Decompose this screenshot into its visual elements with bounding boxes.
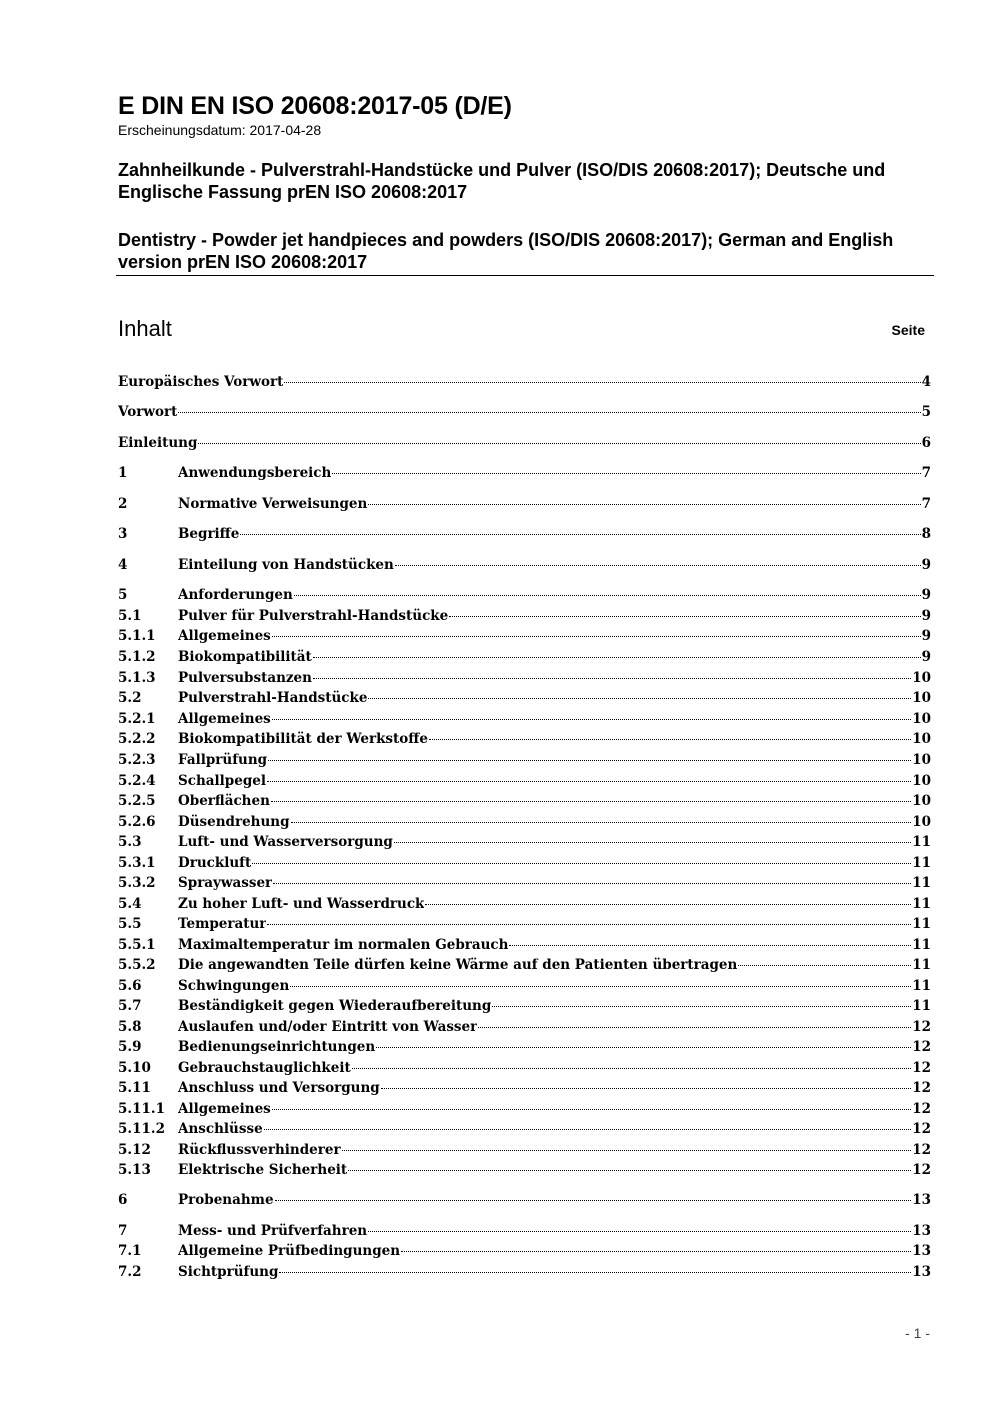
toc-entry-page: 12	[912, 1019, 931, 1035]
toc-dot-leader	[381, 1088, 912, 1089]
toc-entry-page: 12	[912, 1080, 931, 1096]
toc-entry-title: Auslaufen und/oder Eintritt von Wasser	[178, 1019, 478, 1035]
toc-entry-number: 5.2.6	[118, 814, 156, 830]
toc-entry-number: 5.3.2	[118, 875, 156, 891]
toc-dot-leader	[252, 863, 911, 864]
toc-entry-page: 9	[921, 608, 931, 624]
toc-entry[interactable]	[118, 832, 931, 852]
toc-entry-page: 13	[912, 1264, 931, 1280]
toc-entry-page: 10	[912, 752, 931, 768]
toc-entry-title: Beständigkeit gegen Wiederaufbereitung	[178, 998, 492, 1014]
toc-dot-leader	[395, 565, 921, 566]
toc-entry-page: 5	[921, 404, 931, 420]
toc-entry[interactable]	[118, 688, 931, 708]
toc-dot-leader	[368, 698, 911, 699]
toc-entry-page: 8	[921, 526, 931, 542]
header-divider	[116, 275, 934, 276]
toc-entry-page: 11	[912, 855, 931, 871]
toc-entry-page: 12	[912, 1162, 931, 1178]
toc-entry-page: 9	[921, 628, 931, 644]
toc-dot-leader	[368, 1231, 911, 1232]
toc-entry-title: Vorwort	[118, 404, 178, 420]
toc-dot-leader	[738, 965, 911, 966]
toc-entry-number: 7.1	[118, 1243, 142, 1259]
toc-entry-page: 10	[912, 793, 931, 809]
toc-entry-page: 4	[921, 374, 931, 390]
toc-entry[interactable]	[118, 1037, 931, 1057]
toc-dot-leader	[290, 986, 911, 987]
toc-entry-title: Anforderungen	[178, 587, 293, 603]
toc-entry[interactable]	[118, 853, 931, 873]
toc-entry[interactable]	[118, 709, 931, 729]
toc-entry[interactable]	[118, 750, 931, 770]
toc-entry-title: Rückflussverhinderer	[178, 1142, 341, 1158]
toc-entry-page: 11	[912, 957, 931, 973]
toc-entry-page: 11	[912, 978, 931, 994]
toc-entry-title: Allgemeines	[178, 711, 271, 727]
toc-entry-title: Luft- und Wasserversorgung	[178, 834, 393, 850]
toc-entry-number: 5.9	[118, 1039, 142, 1055]
toc-entry[interactable]	[118, 1099, 931, 1119]
toc-entry-title: Pulversubstanzen	[178, 670, 312, 686]
toc-dot-leader	[368, 504, 920, 505]
toc-entry[interactable]	[118, 606, 931, 626]
toc-entry-number: 5.8	[118, 1019, 142, 1035]
toc-entry-number: 5.2.5	[118, 793, 156, 809]
toc-dot-leader	[275, 1200, 912, 1201]
toc-entry[interactable]	[118, 873, 931, 893]
toc-dot-leader	[394, 842, 911, 843]
toc-entry-title: Normative Verweisungen	[178, 496, 368, 512]
toc-entry[interactable]	[118, 585, 931, 605]
toc-entry-number: 5.5	[118, 916, 142, 932]
toc-dot-leader	[348, 1170, 911, 1171]
toc-dot-leader	[240, 534, 920, 535]
toc-entry-title: Bedienungseinrichtungen	[178, 1039, 376, 1055]
toc-dot-leader	[198, 443, 920, 444]
toc-entry-number: 5.11	[118, 1080, 151, 1096]
toc-dot-leader	[272, 1109, 911, 1110]
toc-heading: Inhalt	[118, 316, 172, 341]
toc-entry-page: 7	[921, 465, 931, 481]
toc-entry-number: 3	[118, 526, 128, 542]
toc-entry-title: Oberflächen	[178, 793, 270, 809]
toc-entry-title: Einteilung von Handstücken	[178, 557, 394, 573]
toc-entry[interactable]	[118, 626, 931, 646]
toc-entry-title: Allgemeines	[178, 628, 271, 644]
toc-dot-leader	[313, 657, 921, 658]
toc-entry[interactable]	[118, 402, 931, 422]
toc-entry[interactable]	[118, 729, 931, 749]
toc-dot-leader	[279, 1272, 911, 1273]
toc-entry[interactable]	[118, 494, 931, 514]
toc-entry[interactable]	[118, 1119, 931, 1139]
toc-dot-leader	[267, 924, 911, 925]
toc-entry-number: 5.1.3	[118, 670, 156, 686]
toc-entry-number: 4	[118, 557, 128, 573]
title-english: Dentistry - Powder jet handpieces and powders (ISO/DIS 20608:2017); German and English version prEN ISO 20608:2017	[118, 230, 894, 272]
toc-entry-number: 5.3	[118, 834, 142, 850]
toc-entry[interactable]	[118, 1078, 931, 1098]
toc-entry-title: Pulverstrahl-Handstücke	[178, 690, 368, 706]
toc-dot-leader	[313, 678, 911, 679]
toc-dot-leader	[268, 760, 911, 761]
toc-entry-title: Maximaltemperatur im normalen Gebrauch	[178, 937, 509, 953]
toc-entry-number: 5.3.1	[118, 855, 156, 871]
toc-entry[interactable]	[118, 668, 931, 688]
toc-entry[interactable]	[118, 996, 931, 1016]
toc-entry-page: 6	[921, 435, 931, 451]
toc-entry-title: Spraywasser	[178, 875, 273, 891]
toc-entry-number: 5.10	[118, 1060, 151, 1076]
toc-entry-title: Anwendungsbereich	[178, 465, 332, 481]
toc-entry[interactable]	[118, 976, 931, 996]
toc-entry-number: 5.1.1	[118, 628, 156, 644]
toc-dot-leader	[429, 739, 911, 740]
toc-entry-number: 6	[118, 1192, 128, 1208]
toc-dot-leader	[264, 1129, 912, 1130]
toc-entry-page: 12	[912, 1060, 931, 1076]
toc-entry-page: 10	[912, 670, 931, 686]
toc-entry-number: 7.2	[118, 1264, 142, 1280]
toc-entry[interactable]	[118, 647, 931, 667]
toc-entry-page: 11	[912, 875, 931, 891]
toc-dot-leader	[449, 616, 920, 617]
toc-dot-leader	[352, 1068, 911, 1069]
toc-entry[interactable]	[118, 1221, 931, 1241]
toc-entry-number: 5.4	[118, 896, 142, 912]
toc-entry-number: 5.5.2	[118, 957, 156, 973]
toc-dot-leader	[332, 473, 920, 474]
toc-entry-page: 7	[921, 496, 931, 512]
toc-entry-number: 5.13	[118, 1162, 151, 1178]
toc-entry-page: 11	[912, 998, 931, 1014]
toc-entry[interactable]	[118, 1017, 931, 1037]
toc-dot-leader	[291, 822, 912, 823]
toc-entry-title: Biokompatibilität	[178, 649, 312, 665]
toc-entry-number: 5.11.1	[118, 1101, 165, 1117]
toc-entry-title: Biokompatibilität der Werkstoffe	[178, 731, 428, 747]
toc-entry-title: Schallpegel	[178, 773, 266, 789]
toc-entry-title: Sichtprüfung	[178, 1264, 279, 1280]
toc-entry[interactable]	[118, 433, 931, 453]
toc-entry-page: 9	[921, 649, 931, 665]
toc-entry-number: 5.2.3	[118, 752, 156, 768]
toc-entry-page: 11	[912, 937, 931, 953]
toc-entry-page: 13	[912, 1192, 931, 1208]
toc-dot-leader	[272, 719, 911, 720]
toc-entry-title: Pulver für Pulverstrahl-Handstücke	[178, 608, 449, 624]
toc-entry[interactable]	[118, 1058, 931, 1078]
toc-entry-title: Begriffe	[178, 526, 240, 542]
toc-dot-leader	[294, 595, 921, 596]
toc-entry-page: 10	[912, 711, 931, 727]
toc-entry-title: Anschlüsse	[178, 1121, 263, 1137]
toc-entry-number: 5.1	[118, 608, 142, 624]
toc-entry-number: 5.5.1	[118, 937, 156, 953]
toc-dot-leader	[178, 412, 920, 413]
toc-entry-title: Allgemeine Prüfbedingungen	[178, 1243, 401, 1259]
toc-dot-leader	[509, 945, 911, 946]
toc-entry-page: 11	[912, 896, 931, 912]
toc-entry-title: Düsendrehung	[178, 814, 290, 830]
toc-entry-title: Schwingungen	[178, 978, 290, 994]
toc-entry-page: 9	[921, 557, 931, 573]
page-number: - 1 -	[905, 1325, 930, 1341]
toc-entry-title: Probenahme	[178, 1192, 274, 1208]
toc-entry-title: Mess- und Prüfverfahren	[178, 1223, 368, 1239]
toc-entry-page: 10	[912, 731, 931, 747]
toc-entry[interactable]	[118, 935, 931, 955]
toc-entry-page: 11	[912, 834, 931, 850]
toc-entry-number: 2	[118, 496, 128, 512]
toc-entry-number: 1	[118, 465, 128, 481]
toc-entry[interactable]	[118, 955, 931, 975]
toc-dot-leader	[342, 1150, 912, 1151]
toc-dot-leader	[273, 883, 911, 884]
toc-entry-title: Druckluft	[178, 855, 252, 871]
toc-dot-leader	[267, 781, 911, 782]
toc-entry[interactable]	[118, 894, 931, 914]
toc-entry-number: 5.6	[118, 978, 142, 994]
toc-entry[interactable]	[118, 812, 931, 832]
toc-entry-page: 13	[912, 1223, 931, 1239]
toc-entry-page: 10	[912, 773, 931, 789]
toc-entry[interactable]	[118, 771, 931, 791]
toc-entry-title: Allgemeines	[178, 1101, 271, 1117]
toc-entry-number: 5.2.1	[118, 711, 156, 727]
document-number: E DIN EN ISO 20608:2017-05 (D/E)	[118, 92, 512, 120]
toc-entry-title: Temperatur	[178, 916, 267, 932]
toc-entry-title: Gebrauchstauglichkeit	[178, 1060, 351, 1076]
toc-entry[interactable]	[118, 524, 931, 544]
toc-entry-number: 5.7	[118, 998, 142, 1014]
toc-entry[interactable]	[118, 1241, 931, 1261]
toc-entry-page: 9	[921, 587, 931, 603]
toc-entry-page: 11	[912, 916, 931, 932]
issue-date: Erscheinungsdatum: 2017-04-28	[118, 122, 322, 138]
toc-entry[interactable]	[118, 1262, 931, 1282]
toc-entry-number: 5.11.2	[118, 1121, 165, 1137]
toc-entry-title: Fallprüfung	[178, 752, 268, 768]
toc-dot-leader	[478, 1027, 911, 1028]
toc-entry-number: 5.12	[118, 1142, 151, 1158]
toc-dot-leader	[401, 1251, 911, 1252]
toc-entry-page: 12	[912, 1101, 931, 1117]
toc-entry-page: 12	[912, 1121, 931, 1137]
toc-dot-leader	[271, 801, 911, 802]
toc-entry-title: Anschluss und Versorgung	[178, 1080, 380, 1096]
toc-dot-leader	[376, 1047, 911, 1048]
toc-entry-number: 7	[118, 1223, 128, 1239]
toc-entry-title: Elektrische Sicherheit	[178, 1162, 348, 1178]
toc-entry-page: 10	[912, 690, 931, 706]
toc-entry-page: 12	[912, 1142, 931, 1158]
toc-entry[interactable]	[118, 1140, 931, 1160]
toc-entry-title: Einleitung	[118, 435, 198, 451]
toc-entry[interactable]	[118, 372, 931, 392]
toc-entry[interactable]	[118, 914, 931, 934]
toc-entry-title: Europäisches Vorwort	[118, 374, 284, 390]
toc-entry-number: 5.2.4	[118, 773, 156, 789]
toc-entry-number: 5.2.2	[118, 731, 156, 747]
toc-entry[interactable]	[118, 1190, 931, 1210]
toc-dot-leader	[425, 904, 911, 905]
toc-entry[interactable]	[118, 791, 931, 811]
toc-entry-title: Zu hoher Luft- und Wasserdruck	[178, 896, 425, 912]
toc-entry[interactable]	[118, 463, 931, 483]
toc-page-label: Seite	[891, 322, 925, 338]
toc-entry-number: 5.1.2	[118, 649, 156, 665]
toc-entry-page: 10	[912, 814, 931, 830]
toc-entry-page: 12	[912, 1039, 931, 1055]
toc-entry-number: 5	[118, 587, 128, 603]
toc-entry-number: 5.2	[118, 690, 142, 706]
toc-entry[interactable]	[118, 1160, 931, 1180]
toc-entry[interactable]	[118, 555, 931, 575]
toc-dot-leader	[284, 382, 920, 383]
toc-dot-leader	[272, 636, 921, 637]
toc-entry-page: 13	[912, 1243, 931, 1259]
toc-dot-leader	[492, 1006, 911, 1007]
title-german: Zahnheilkunde - Pulverstrahl-Handstücke und Pulver (ISO/DIS 20608:2017); Deutsche und Englische Fassung prEN ISO 20608:2017	[118, 160, 886, 202]
toc-entry-title: Die angewandten Teile dürfen keine Wärme auf den Patienten übertragen	[178, 957, 738, 973]
